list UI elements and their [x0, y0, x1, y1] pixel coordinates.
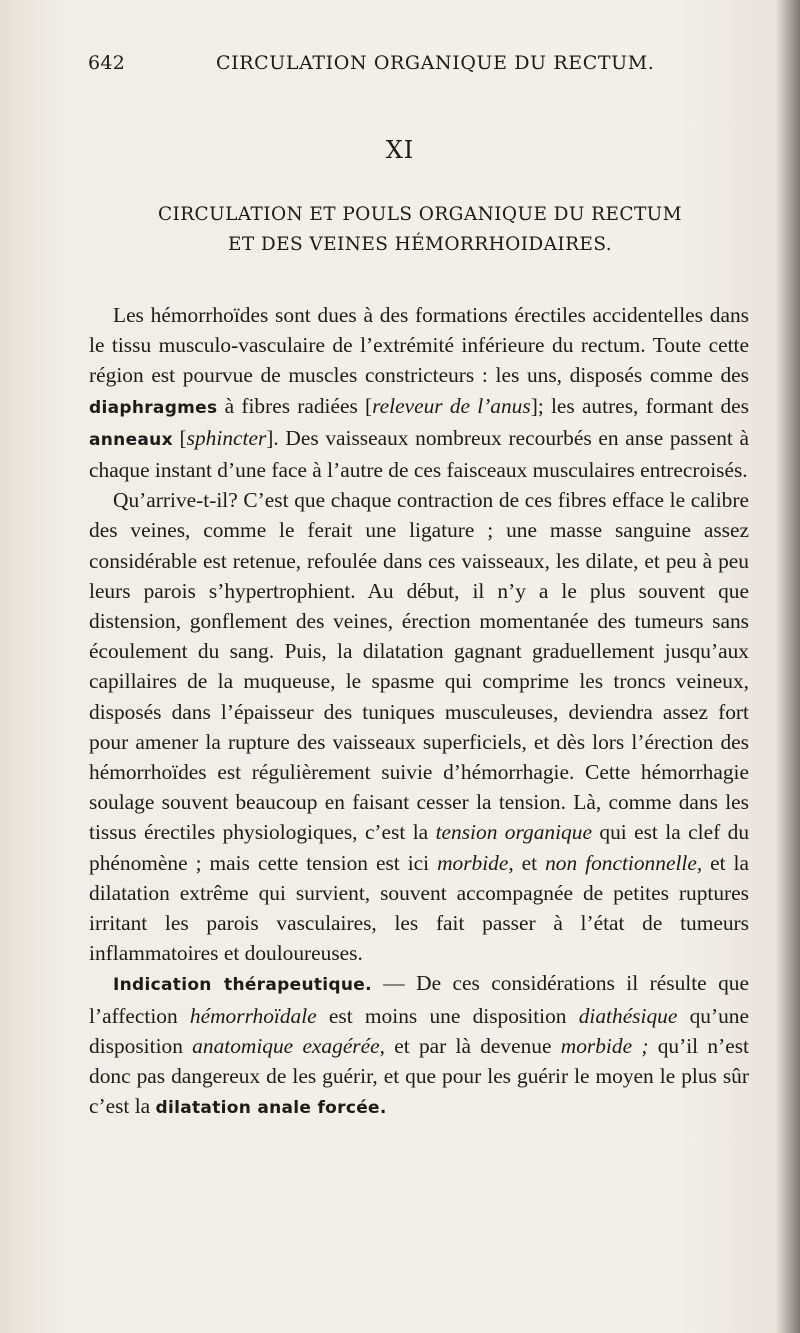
text-run: [: [172, 425, 187, 450]
bold-heading: Indication thérapeutique.: [113, 975, 372, 996]
bold-term: diaphragmes: [89, 397, 218, 418]
section-title-line-2: ET DES VEINES HÉMORRHOIDAIRES.: [227, 234, 613, 255]
paragraph-1: [89, 300, 749, 485]
text-run: ]. Des vaisseaux nombreux recourbés en anse passent à chaque instant d’une face à l’autre de ces faisceaux musculaires entrecroisés.: [89, 425, 749, 483]
italic-term: morbide: [437, 850, 509, 875]
text-run: , et: [508, 850, 546, 875]
text-run: à fibres radiées [: [217, 393, 373, 418]
italic-term: tension organique: [435, 820, 592, 845]
italic-term: anatomique exagérée: [192, 1033, 380, 1058]
text-run: — De ces considérations il résulte que l’affection: [89, 971, 749, 1028]
text-run: qu’il n’est donc pas dangereux de les guérir, et que pour les guérir le moyen le plus sûr c’est la: [89, 1033, 749, 1119]
paragraph-3: [89, 968, 749, 1123]
italic-term: non fonctionnelle: [545, 850, 697, 875]
text-run: Qu’arrive-t-il? C’est que chaque contraction de ces fibres efface le calibre des veines, comme le ferait une ligature ; une masse sanguine assez considérable est retenue, refoulée dans ces vaisseaux, les dilate, et peu à peu leurs parois s’hypertrophient. Au début, il n’y a le plus souvent que distension, gonflement des veines, érection momentanée des tumeurs sans écoulement du sang. Puis, la dilatation gagnant graduellement jusqu’aux capillaires de la muqueuse, le spasme qui comprime les troncs veineux, disposés dans l’épaisseur des tuniques musculeuses, deviendra assez fort pour amener la rupture des vaisseaux superficiels, et dès lors l’érection des hémorrhoïdes est régulièrement suivie d’hémorrhagie. Cette hémorrhagie soulage souvent beaucoup en faisant cesser la tension. Là, comme dans les tissus érectiles physiologiques, c’est la: [89, 488, 749, 845]
section-title: [90, 200, 750, 260]
text-run: est moins une disposition: [316, 1003, 579, 1028]
section-number: XI: [385, 136, 415, 164]
text-run: qui est la clef du phénomène ; mais cette tension est ici: [89, 820, 750, 875]
text-run: ]; les autres, formant des: [530, 393, 749, 418]
italic-term: morbide ;: [560, 1033, 649, 1058]
running-head: [88, 52, 748, 82]
italic-term: releveur de l’anus: [372, 393, 531, 418]
text-run: Les hémorrhoïdes sont dues à des formations érectiles accidentelles dans le tissu musculo-vasculaire de l’extrémité inférieure du rectum. Toute cette région est pourvue de muscles constricteurs : les uns, disposés comme des: [89, 303, 749, 388]
section-title-line-1: CIRCULATION ET POULS ORGANIQUE DU RECTUM: [157, 204, 683, 225]
italic-term: hémorrhoïdale: [189, 1003, 317, 1028]
bold-term: anneaux: [89, 429, 173, 450]
body-text: [89, 300, 749, 1123]
italic-term: diathésique: [578, 1003, 678, 1028]
text-run: , et la dilatation extrême qui survient, souvent accompagnée de petites ruptures irritant les parois vasculaires, les fait passer à l’état de tumeurs inflammatoires et douloureuses.: [89, 850, 749, 966]
italic-term: sphincter: [186, 425, 267, 450]
page-number: 642: [88, 52, 126, 74]
running-title: CIRCULATION ORGANIQUE DU RECTUM.: [216, 52, 655, 74]
text-run: qu’une disposition: [89, 1003, 749, 1058]
bold-term: dilatation anale forcée.: [155, 1098, 387, 1119]
paragraph-2: [89, 485, 749, 968]
text-run: , et par là devenue: [379, 1033, 561, 1058]
